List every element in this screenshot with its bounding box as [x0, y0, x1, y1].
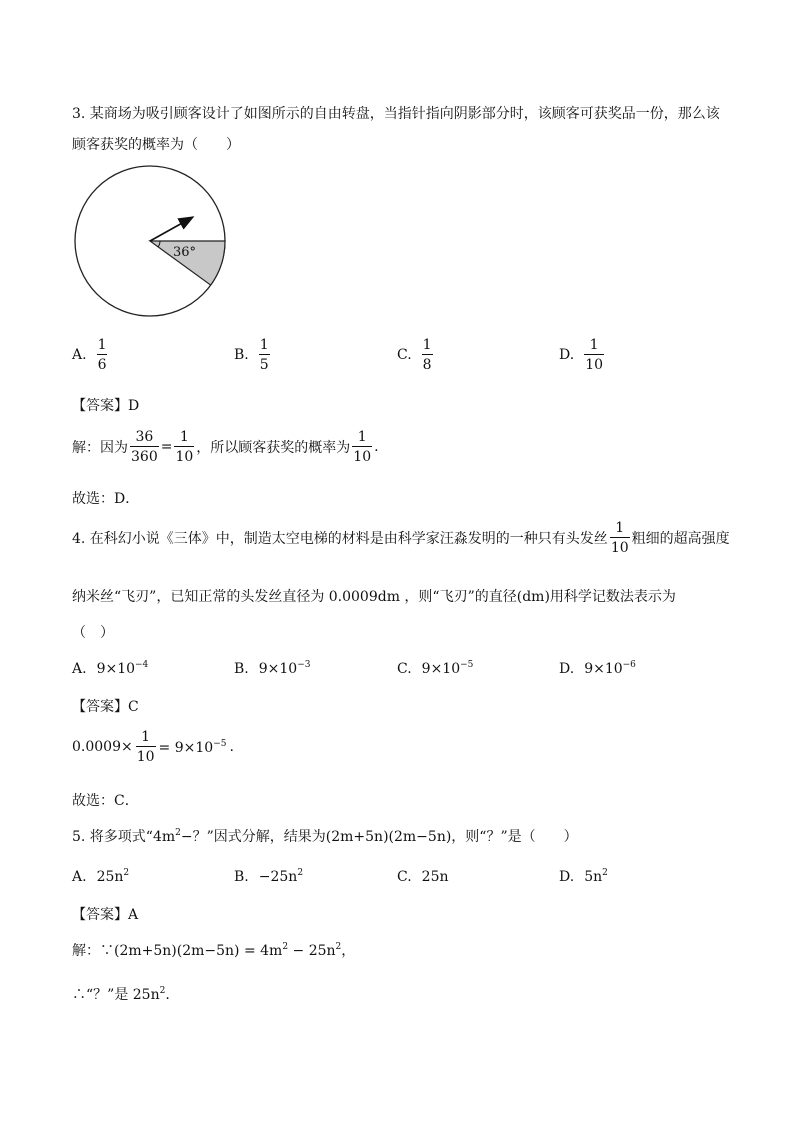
- q4-answer: 【答案】C: [72, 699, 139, 715]
- fraction-1-10-result: $\frac{1}{10}$: [353, 429, 372, 465]
- q4-option-a[interactable]: A. $9\times 10^{-4}$: [72, 660, 149, 677]
- option-letter: D.: [559, 347, 575, 363]
- q5-option-b[interactable]: B. $-25n^2$: [234, 868, 304, 885]
- q3-options: [72, 338, 732, 378]
- q5-options: [72, 868, 732, 908]
- spinner-figure: [72, 163, 232, 323]
- q3-line2: 顾客获奖的概率为（ ）: [72, 137, 240, 153]
- q3-line1: 3. 某商场为吸引顾客设计了如图所示的自由转盘，当指针指向阴影部分时，该顾客可获奖品一份，那么该: [72, 106, 720, 122]
- option-fraction: $\frac{1}{6}$: [97, 337, 107, 373]
- q5-option-d[interactable]: D. $5n^2$: [559, 868, 608, 885]
- q3-choose: 故选：D．: [72, 491, 140, 507]
- q4-options: [72, 660, 732, 700]
- q4-option-c[interactable]: C. $9\times 10^{-5}$: [397, 660, 474, 677]
- q5-option-a[interactable]: A. $25n^2$: [72, 868, 130, 885]
- q4-line2: 纳米丝“飞刃”，已知正常的头发丝直径为 0.0009dm ，则“飞刃”的直径(dm)用科学记数法表示为: [72, 589, 676, 605]
- fraction-36-360: $\frac{36}{360}$: [131, 429, 158, 465]
- q4-option-b[interactable]: B. $9\times 10^{-3}$: [234, 660, 311, 677]
- fraction-1-10: $\frac{1}{10}$: [610, 520, 629, 556]
- option-letter: A.: [72, 347, 87, 363]
- angle-label: 36°: [173, 245, 197, 260]
- q3-solution: 解：因为 $\frac{36}{360}$ = $\frac{1}{10}$ ，所以顾客获奖的概率为 $\frac{1}{10}$ .: [72, 429, 379, 465]
- q5-line1: 5. 将多项式“$4m^2-$？”因式分解，结果为(2m+5n)(2m−5n)，则“？”是（ ）: [72, 828, 578, 845]
- q5-option-c[interactable]: C. 25n: [397, 868, 449, 885]
- q3-option-b[interactable]: [234, 338, 270, 372]
- q5-solution-line1: 解：∵(2m+5n)(2m−5n) = $4m^2 - 25n^2$，: [72, 942, 356, 959]
- option-fraction: $\frac{1}{8}$: [422, 337, 432, 373]
- q3-option-c[interactable]: [397, 338, 433, 372]
- q5-answer: 【答案】A: [72, 907, 139, 923]
- q4-solution: 0.0009× $\frac{1}{10}$ = $9\times 10^{-5}$ .: [72, 729, 234, 765]
- q5-solution-line2: ∴“？”是 $25n^2$.: [72, 986, 170, 1003]
- fraction-1-10: $\frac{1}{10}$: [136, 729, 155, 765]
- fraction-1-10: $\frac{1}{10}$: [175, 429, 194, 465]
- q3-option-a[interactable]: [72, 338, 107, 372]
- option-fraction: $\frac{1}{5}$: [259, 337, 269, 373]
- q3-option-d[interactable]: [559, 338, 604, 372]
- q4-line1: 4. 在科幻小说《三体》中，制造太空电梯的材料是由科学家汪淼发明的一种只有头发丝 $\frac{1}{10}$ 粗细的超高强度: [72, 520, 730, 556]
- q3-answer: 【答案】D: [72, 398, 140, 414]
- option-letter: C.: [397, 347, 412, 363]
- option-fraction: $\frac{1}{10}$: [585, 337, 604, 373]
- q4-choose: 故选：C．: [72, 793, 139, 809]
- q4-option-d[interactable]: D. $9\times 10^{-6}$: [559, 660, 636, 677]
- option-letter: B.: [234, 347, 249, 363]
- q4-line3: （ ）: [72, 625, 114, 641]
